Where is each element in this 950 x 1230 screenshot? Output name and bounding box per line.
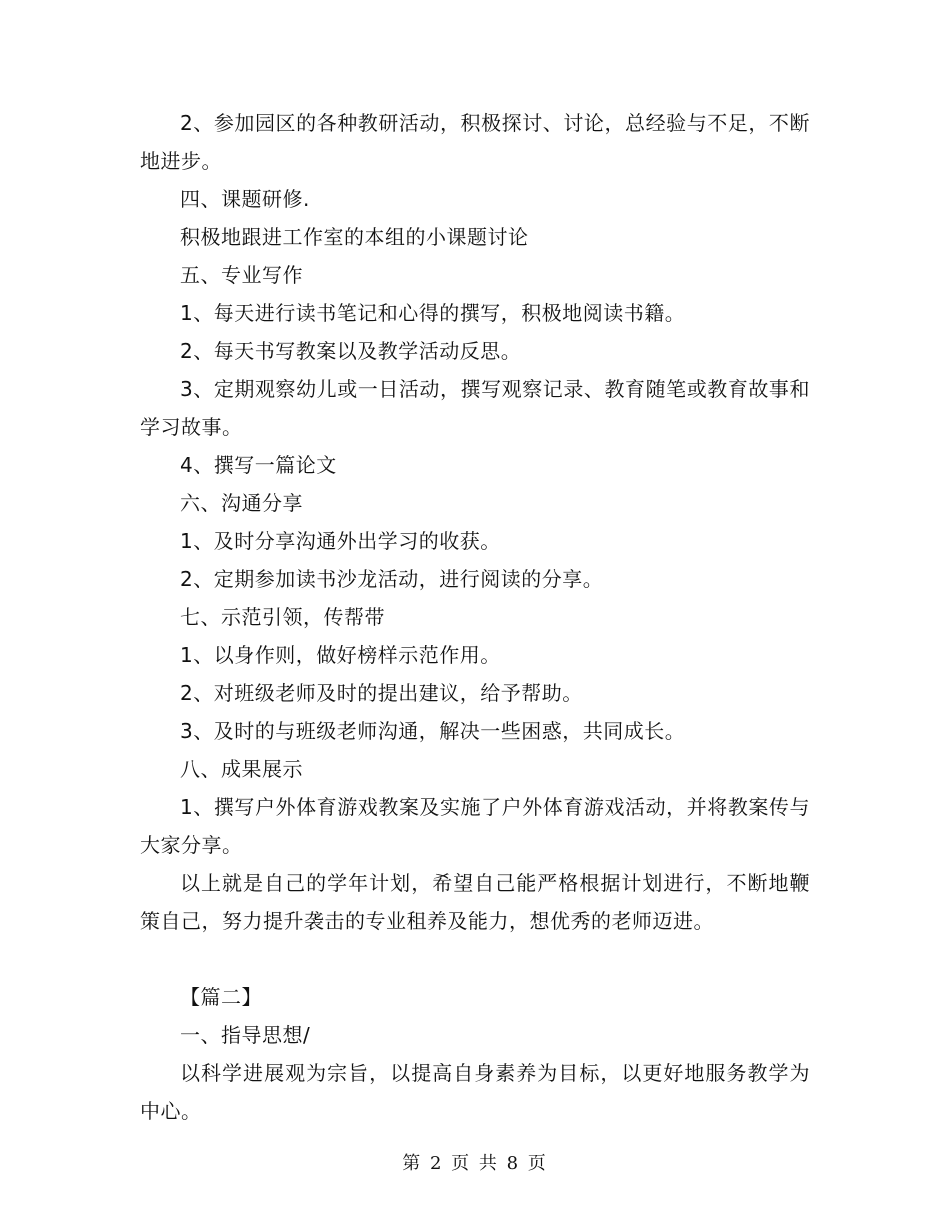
section-heading-8: 八、成果展示 xyxy=(180,757,303,781)
paragraph: 以科学进展观为宗旨，以提高自身素养为目标，以更好地服务教学为中心。 xyxy=(140,1061,810,1123)
paragraph: 3、及时的与班级老师沟通，解决一些困惑，共同成长。 xyxy=(180,719,686,743)
section-heading-7: 七、示范引领，传帮带 xyxy=(180,605,385,629)
paragraph: 2、参加园区的各种教研活动，积极探讨、讨论，总经验与不足，不断地进步。 xyxy=(140,111,810,173)
paragraph: 1、以身作则，做好榜样示范作用。 xyxy=(180,643,501,667)
paragraph: 积极地跟进工作室的本组的小课题讨论 xyxy=(180,225,529,249)
paragraph: 3、定期观察幼儿或一日活动，撰写观察记录、教育随笔或教育故事和学习故事。 xyxy=(140,377,810,439)
paragraph: 2、定期参加读书沙龙活动，进行阅读的分享。 xyxy=(180,567,604,591)
closing-paragraph: 以上就是自己的学年计划，希望自己能严格根据计划进行，不断地鞭策自己，努力提升袭击的专业租养及能力，想优秀的老师迈进。 xyxy=(140,871,810,933)
section-heading-6: 六、沟通分享 xyxy=(180,491,303,515)
document-body xyxy=(140,104,810,1130)
paragraph: 1、每天进行读书笔记和心得的撰写，积极地阅读书籍。 xyxy=(180,301,686,325)
paragraph: 2、每天书写教案以及教学活动反思。 xyxy=(180,339,522,363)
part-heading: 【篇二】 xyxy=(180,985,262,1009)
section-gap xyxy=(140,940,810,978)
section-heading-4: 四、课题研修. xyxy=(180,187,310,211)
paragraph: 1、撰写户外体育游戏教案及实施了户外体育游戏活动，并将教案传与大家分享。 xyxy=(140,795,810,857)
page-number-footer: 第 2 页 共 8 页 xyxy=(402,1153,548,1174)
paragraph: 2、对班级老师及时的提出建议，给予帮助。 xyxy=(180,681,583,705)
section-heading-5: 五、专业写作 xyxy=(180,263,303,287)
paragraph: 4、撰写一篇论文 xyxy=(180,453,337,477)
section-heading-1: 一、指导思想/ xyxy=(180,1023,311,1047)
paragraph: 1、及时分享沟通外出学习的收获。 xyxy=(180,529,501,553)
